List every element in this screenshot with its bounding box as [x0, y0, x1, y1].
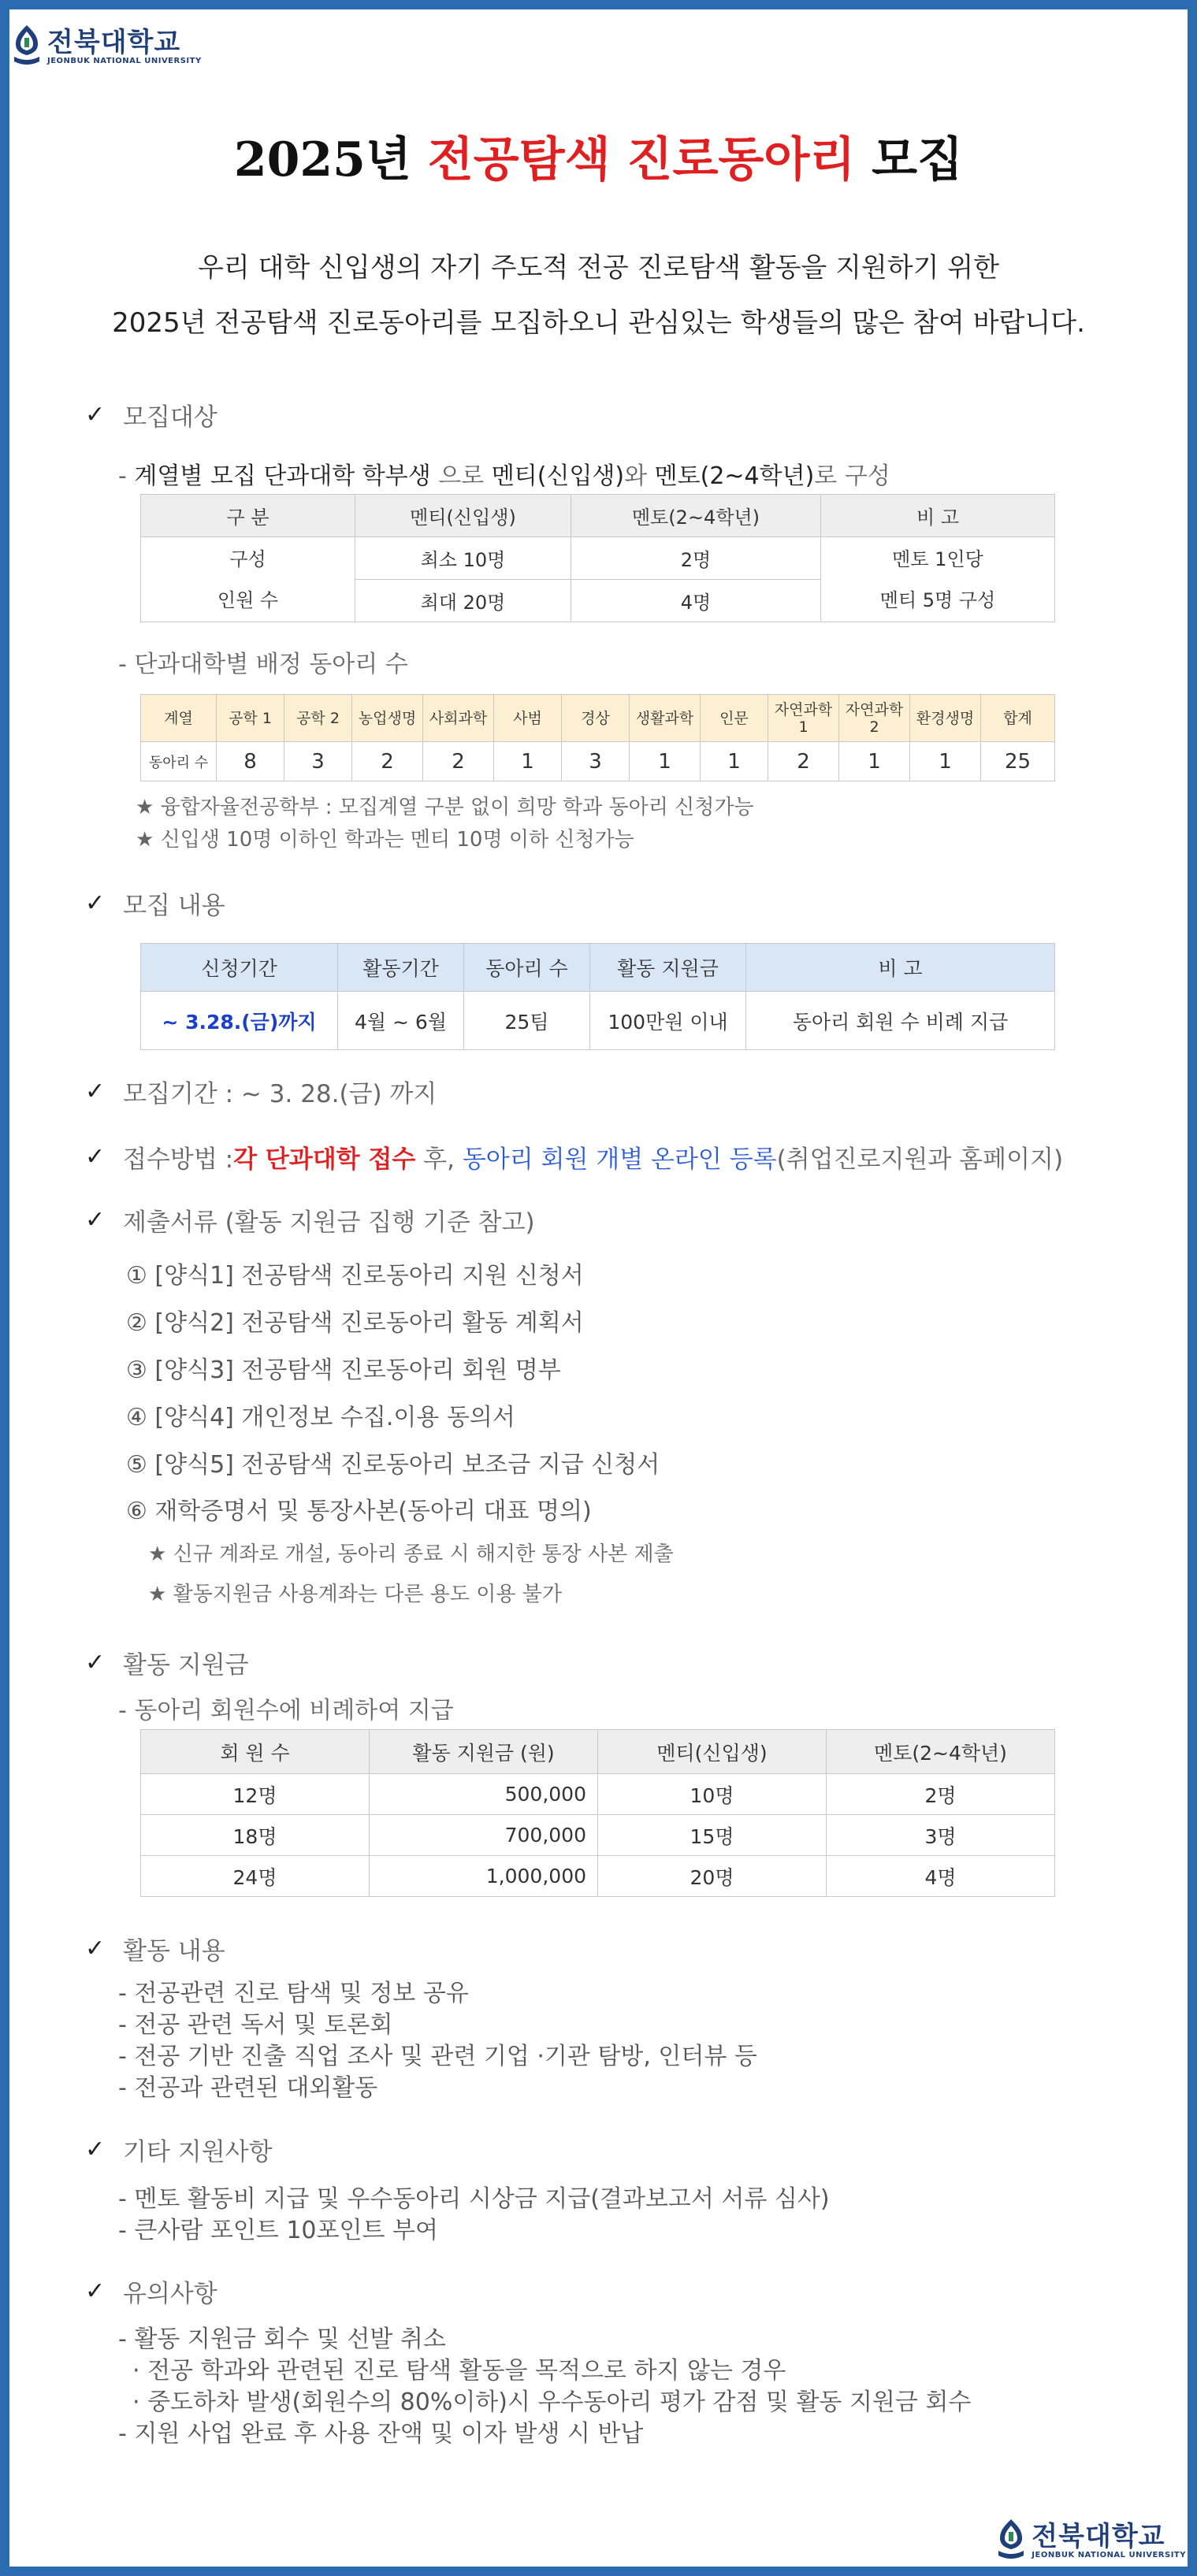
title-highlight: 전공탐색 진로동아리	[427, 132, 856, 187]
target-desc-bold-3: 멘토(2~4학년)	[654, 462, 815, 490]
table-header-cell: 합계	[981, 695, 1055, 742]
table-header-cell: 생활과학	[630, 695, 701, 742]
section-content-heading: 모집 내용	[123, 892, 225, 920]
check-icon: ✓	[85, 1206, 106, 1234]
alloc-value: 1	[630, 742, 701, 781]
section-method	[85, 1139, 1063, 1175]
document-item: ⑤ [양식5] 전공탐색 진로동아리 보조금 지급 신청서	[126, 1451, 660, 1479]
member-count-cell: 12명	[141, 1774, 370, 1815]
table-row	[141, 1774, 1055, 1815]
mentee-count-cell: 15명	[598, 1815, 827, 1856]
section-content	[85, 885, 225, 921]
target-desc-bold-2: 멘티(신입생)	[491, 462, 625, 490]
table-header-cell: 농업생명	[352, 695, 423, 742]
alloc-value: 8	[217, 742, 284, 781]
member-count-cell: 18명	[141, 1815, 370, 1856]
note-line-1: 멘토 1인당	[892, 547, 983, 570]
logo-korean-name: 전북대학교	[1032, 2520, 1165, 2552]
document-item: ① [양식1] 전공탐색 진로동아리 지원 신청서	[126, 1262, 584, 1290]
funding-amount-cell: 700,000	[370, 1815, 598, 1856]
table-header-cell: 사범	[494, 695, 562, 742]
activity-item: - 전공관련 진로 탐색 및 정보 공유	[118, 1980, 469, 2007]
method-label: 접수방법 :	[123, 1145, 234, 1174]
table-header-cell: 사회과학	[423, 695, 494, 742]
target-note-2: ★ 신입생 10명 이하인 학과는 멘티 10명 이하 신청가능	[136, 828, 634, 852]
check-icon: ✓	[85, 1078, 106, 1105]
member-count-cell: 24명	[141, 1856, 370, 1897]
funding-cell: 100만원 이내	[590, 992, 746, 1050]
mentor-count-cell: 4명	[827, 1856, 1055, 1897]
target-desc-mid-1: 으로	[438, 462, 485, 490]
table-header-row	[141, 495, 1055, 537]
mentor-max-cell: 4명	[571, 580, 821, 622]
method-mid: 후,	[415, 1145, 463, 1174]
title-year: 2025년	[233, 132, 411, 187]
check-icon: ✓	[85, 2136, 106, 2163]
mentor-count-cell: 2명	[827, 1774, 1055, 1815]
table-header-cell: 환경생명	[910, 695, 981, 742]
mentor-min-cell: 2명	[571, 537, 821, 580]
document-note-1: ★ 신규 계좌로 개설, 동아리 종료 시 해지한 통장 사본 제출	[148, 1542, 674, 1566]
mentee-count-cell: 20명	[598, 1856, 827, 1897]
check-icon: ✓	[85, 1649, 106, 1676]
university-logo-bottom	[995, 2518, 1186, 2563]
section-target	[85, 397, 217, 432]
check-icon: ✓	[85, 1143, 106, 1171]
row-label-cell	[141, 537, 355, 622]
check-icon: ✓	[85, 401, 106, 429]
table-header-row	[141, 695, 1055, 742]
documents-heading: 제출서류 (활동 지원금 집행 기준 참고)	[123, 1208, 535, 1237]
table-header-cell: 자연과학 1	[768, 695, 839, 742]
funding-sub: - 동아리 회원수에 비례하여 지급	[118, 1697, 454, 1724]
note-cell: 동아리 회원 수 비례 지급	[746, 992, 1055, 1050]
target-description: - 계열별 모집 단과대학 학부생 으로 멘티(신입생)와 멘토(2~4학년)로 구성	[118, 462, 890, 490]
caution-item: · 전공 학과와 관련된 진로 탐색 활동을 목적으로 하지 않는 경우	[132, 2357, 786, 2385]
table-header-cell: 회 원 수	[141, 1730, 370, 1774]
table-header-cell: 멘티(신입생)	[598, 1730, 827, 1774]
document-note-2: ★ 활동지원금 사용계좌는 다른 용도 이용 불가	[148, 1583, 562, 1606]
alloc-value: 3	[284, 742, 352, 781]
university-logo-top	[11, 24, 202, 69]
table-header-cell: 멘토(2~4학년)	[827, 1730, 1055, 1774]
table-header-cell: 비 고	[746, 944, 1055, 992]
alloc-value: 25	[981, 742, 1055, 781]
title-suffix: 모집	[872, 132, 964, 187]
alloc-value: 1	[494, 742, 562, 781]
alloc-row-label: 동아리 수	[141, 742, 217, 781]
table-header-cell: 인문	[701, 695, 768, 742]
activity-item: - 전공과 관련된 대외활동	[118, 2074, 378, 2102]
target-desc-bold-1: 계열별 모집 단과대학 학부생	[134, 462, 431, 490]
document-item: ⑥ 재학증명서 및 통장사본(동아리 대표 명의)	[126, 1498, 592, 1525]
table-row	[141, 1815, 1055, 1856]
table-header-cell: 구 분	[141, 495, 355, 537]
alloc-value: 3	[562, 742, 630, 781]
row-label-1: 구성	[229, 547, 266, 570]
funding-amount-cell: 1,000,000	[370, 1856, 598, 1897]
table-row	[141, 1856, 1055, 1897]
university-emblem-icon	[995, 2518, 1027, 2563]
note-line-2: 멘티 5명 구성	[879, 588, 996, 611]
method-red: 각 단과대학 접수	[233, 1145, 416, 1174]
funding-amount-cell: 500,000	[370, 1774, 598, 1815]
table-row	[141, 537, 1055, 580]
check-icon: ✓	[85, 2277, 106, 2305]
table-header-row	[141, 1730, 1055, 1774]
table-header-cell: 활동 지원금	[590, 944, 746, 992]
target-desc-mid-2: 와	[624, 462, 648, 490]
table-header-cell: 동아리 수	[464, 944, 590, 992]
mentee-count-cell: 10명	[598, 1774, 827, 1815]
allocation-table	[140, 694, 1055, 781]
composition-table	[140, 494, 1055, 622]
row-label-2: 인원 수	[217, 588, 279, 611]
table-header-cell: 활동기간	[338, 944, 464, 992]
caution-item: - 활동 지원금 회수 및 선발 취소	[118, 2325, 446, 2353]
alloc-value: 1	[910, 742, 981, 781]
other-heading: 기타 지원사항	[123, 2138, 273, 2166]
table-header-cell: 활동 지원금 (원)	[370, 1730, 598, 1774]
method-end: (취업진로지원과 홈페이지)	[776, 1145, 1064, 1174]
table-header-cell: 비 고	[821, 495, 1055, 537]
logo-english-name: JEONBUK NATIONAL UNIVERSITY	[47, 56, 202, 65]
other-item: - 큰사람 포인트 10포인트 부여	[118, 2217, 438, 2244]
caution-item: - 지원 사업 완료 후 사용 잔액 및 이자 발생 시 반납	[118, 2420, 644, 2448]
intro-line-1: 우리 대학 신입생의 자기 주도적 전공 진로탐색 활동을 지원하기 위한	[198, 252, 999, 284]
activity-period-cell: 4월 ~ 6월	[338, 992, 464, 1050]
table-header-row	[141, 944, 1055, 992]
section-caution	[85, 2273, 217, 2309]
section-period	[85, 1074, 437, 1109]
caution-heading: 유의사항	[123, 2280, 217, 2308]
check-icon: ✓	[85, 1935, 106, 1962]
activity-item: - 전공 관련 독서 및 토론회	[118, 2011, 393, 2039]
section-other	[85, 2132, 273, 2167]
table-row	[141, 992, 1055, 1050]
university-emblem-icon	[11, 24, 43, 69]
document-item: ④ [양식4] 개인정보 수집.이용 동의서	[126, 1404, 515, 1431]
check-icon: ✓	[85, 889, 106, 917]
note-cell	[821, 537, 1055, 622]
table-header-cell: 멘티(신입생)	[355, 495, 571, 537]
method-blue: 동아리 회원 개별 온라인 등록	[462, 1145, 777, 1174]
table-header-cell: 경상	[562, 695, 630, 742]
alloc-value: 1	[701, 742, 768, 781]
funding-table	[140, 1729, 1055, 1897]
activities-heading: 활동 내용	[123, 1937, 225, 1965]
recruit-content-table	[140, 943, 1055, 1050]
alloc-heading: - 단과대학별 배정 동아리 수	[118, 651, 408, 678]
target-desc-end: 로 구성	[814, 462, 890, 490]
section-funding	[85, 1645, 249, 1680]
funding-heading: 활동 지원금	[123, 1651, 249, 1680]
period-text: 모집기간 : ~ 3. 28.(금) 까지	[123, 1080, 437, 1108]
section-target-heading: 모집대상	[123, 403, 217, 432]
table-header-cell: 공학 1	[217, 695, 284, 742]
intro-line-2: 2025년 전공탐색 진로동아리를 모집하오니 관심있는 학생들의 많은 참여 바랍니다.	[112, 307, 1085, 339]
section-documents	[85, 1202, 535, 1238]
other-item: - 멘토 활동비 지급 및 우수동아리 시상금 지급(결과보고서 서류 심사)	[118, 2185, 830, 2213]
page-title	[0, 122, 1197, 190]
mentee-min-cell: 최소 10명	[355, 537, 571, 580]
document-item: ③ [양식3] 전공탐색 진로동아리 회원 명부	[126, 1357, 561, 1384]
club-count-cell: 25팀	[464, 992, 590, 1050]
logo-english-name: JEONBUK NATIONAL UNIVERSITY	[1032, 2550, 1186, 2559]
document-item: ② [양식2] 전공탐색 진로동아리 활동 계획서	[126, 1309, 584, 1337]
table-header-cell: 신청기간	[141, 944, 338, 992]
mentee-max-cell: 최대 20명	[355, 580, 571, 622]
mentor-count-cell: 3명	[827, 1815, 1055, 1856]
table-header-cell: 자연과학 2	[839, 695, 910, 742]
alloc-value: 1	[839, 742, 910, 781]
table-header-cell: 계열	[141, 695, 217, 742]
activity-item: - 전공 기반 진출 직업 조사 및 관련 기업 ·기관 탐방, 인터뷰 등	[118, 2043, 757, 2070]
table-header-cell: 멘토(2~4학년)	[571, 495, 821, 537]
table-row	[141, 742, 1055, 781]
alloc-value: 2	[352, 742, 423, 781]
logo-korean-name: 전북대학교	[47, 26, 181, 58]
target-note-1: ★ 융합자율전공학부 : 모집계열 구분 없이 희망 학과 동아리 신청가능	[136, 796, 754, 819]
caution-item: · 중도하차 발생(회원수의 80%이하)시 우수동아리 평가 감점 및 활동 지원금 회수	[132, 2389, 972, 2416]
section-activities	[85, 1931, 225, 1966]
alloc-value: 2	[423, 742, 494, 781]
table-header-cell: 공학 2	[284, 695, 352, 742]
apply-period-cell: ~ 3.28.(금)까지	[141, 992, 338, 1050]
alloc-value: 2	[768, 742, 839, 781]
